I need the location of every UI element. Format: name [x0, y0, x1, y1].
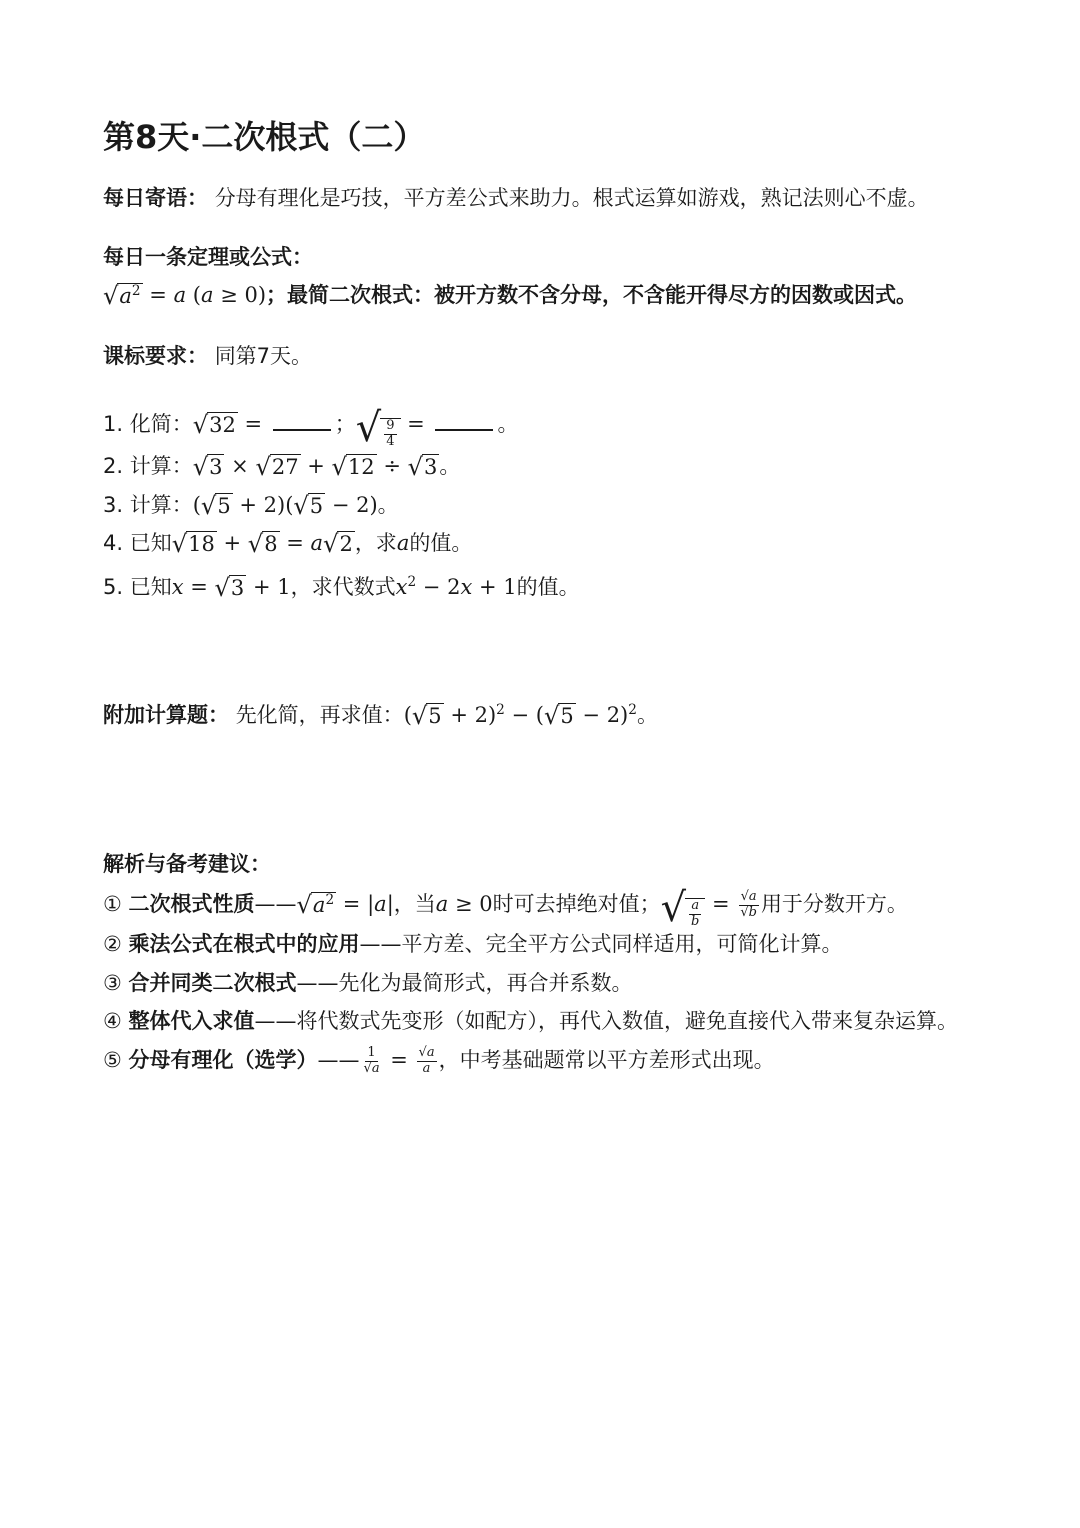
answer-blank — [435, 415, 493, 431]
curriculum — [103, 340, 312, 372]
problem-4: 4. 已知 √ 18 + √ 8 = a √ 2 ，求a的值。 — [103, 530, 473, 558]
problem-1: 1. 化简： √ 32 = ； √ $\frac{9}{4}$ = 。 — [103, 405, 519, 451]
item-5-title: 分母有理化（选学） — [128, 1048, 318, 1072]
item-number: ③ — [103, 971, 122, 995]
problem-5-tail: 的值。 — [516, 575, 580, 599]
problem-5: 5. 已知x = √ 3 + 1，求代数式$x^2 - 2x + 1$的值。 — [103, 574, 580, 602]
extra-label: 附加计算题： — [103, 703, 229, 727]
analysis-item-1: ① 二次根式性质—— √ $a^2$ = |a|，当a ≥ 0时可去掉绝对值； √ $\frac{a}{b}$ = $\frac{√a}{√b}$ 用于分数开方。 — [103, 885, 908, 931]
analysis-item-2 — [103, 928, 843, 960]
item-2-title: 乘法公式在根式中的应用 — [128, 932, 360, 956]
dash: —— — [317, 1048, 360, 1072]
problem-4-tail: 的值。 — [409, 531, 473, 555]
problem-3: 3. 计算：( √ 5 + 2)( √ 5 − 2)。 — [103, 492, 399, 520]
problem-3-prefix: 3. 计算： — [103, 493, 193, 517]
problem-2-prefix: 2. 计算： — [103, 454, 193, 478]
item-number: ④ — [103, 1009, 122, 1033]
problem-5-mid: ，求代数式 — [290, 575, 396, 599]
theorem-label: 每日一条定理或公式： — [103, 245, 313, 269]
analysis-heading — [103, 848, 271, 880]
page-title: 第8天·二次根式（二） — [103, 118, 426, 156]
analysis-item-3 — [103, 967, 633, 999]
problem-5-prefix: 5. 已知 — [103, 575, 172, 599]
item-1-title: 二次根式性质 — [128, 892, 255, 916]
item-number: ⑤ — [103, 1048, 122, 1072]
item-number: ① — [103, 892, 122, 916]
item-number: ② — [103, 932, 122, 956]
analysis-item-4 — [103, 1005, 958, 1037]
problem-1-prefix: 1. 化简： — [103, 412, 193, 436]
extra-problem: 附加计算题： 先化简，再求值：( √ 5 + 2)$^2$ − ( √ 5 − 2)$^2$。 — [103, 702, 658, 730]
dash: —— — [254, 892, 297, 916]
theorem-heading — [103, 241, 313, 273]
greeting-text: 分母有理化是巧技，平方差公式来助力。根式运算如游戏，熟记法则心不虚。 — [214, 186, 929, 210]
curriculum-label: 课标要求： — [103, 344, 208, 368]
item-1-text-a: ，当 — [393, 892, 436, 916]
daily-greeting — [103, 182, 929, 214]
item-3-title: 合并同类二次根式 — [128, 971, 297, 995]
analysis-title: 解析与备考建议： — [103, 852, 271, 876]
theorem-tail: ；最简二次根式：被开方数不含分母，不含能开得尽方的因数或因式。 — [266, 283, 918, 307]
extra-text: 先化简，再求值： — [235, 703, 404, 727]
item-2-text: ——平方差、完全平方公式同样适用，可简化计算。 — [359, 932, 843, 956]
item-1-text-c: 用于分数开方。 — [760, 892, 908, 916]
answer-blank — [273, 415, 331, 431]
theorem-formula: √ $a^2$ = a (a ≥ 0)；最简二次根式：被开方数不含分母，不含能开得尽方的因数或因式。 — [103, 282, 918, 310]
item-3-text: ——先化为最简形式，再合并系数。 — [296, 971, 633, 995]
problem-4-mid: ，求 — [354, 531, 397, 555]
item-5-text: ，中考基础题常以平方差形式出现。 — [438, 1048, 775, 1072]
problem-2: 2. 计算： √ 3 × √ 27 + √ 12 ÷ √ 3 。 — [103, 453, 461, 481]
sqrt-formula: √ $a^2$ — [103, 282, 141, 310]
item-4-title: 整体代入求值 — [128, 1009, 255, 1033]
item-1-text-b: 时可去掉绝对值； — [492, 892, 661, 916]
greeting-label: 每日寄语： — [103, 186, 208, 210]
item-4-text: ——将代数式先变形（如配方），再代入数值，避免直接代入带来复杂运算。 — [254, 1009, 959, 1033]
problem-4-prefix: 4. 已知 — [103, 531, 172, 555]
analysis-item-5: ⑤ 分母有理化（选学）—— $\frac{1}{√a}$ = $\frac{√a}{a}$ ，中考基础题常以平方差形式出现。 — [103, 1045, 775, 1076]
curriculum-text: 同第7天。 — [214, 344, 313, 368]
